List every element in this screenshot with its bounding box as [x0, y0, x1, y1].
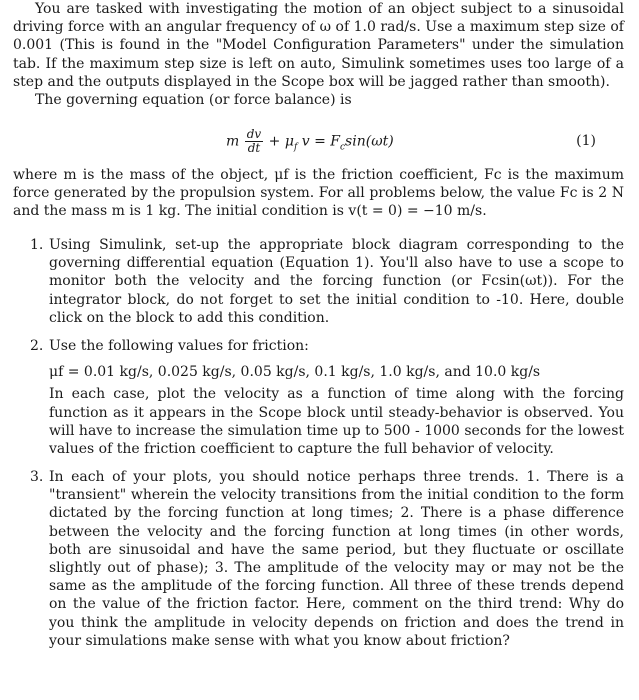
item-number: 2. — [30, 338, 44, 354]
item-text: Using Simulink, set-up the appropriate block diagram corresponding to the governing differential equation (Equation 1). You'll also have to use a scope to monitor both the velocity and the forcing function (or Fcsin(ωt)). For the integrator block, do not forget to set the initial condition to -10. Here, double click on the block to add this condition. — [49, 237, 624, 326]
where-paragraph: where m is the mass of the object, μf is the friction coefficient, Fc is the maximum force generated by the propulsion system. For all problems below, the value Fc is 2 N and the mass m is 1 kg. The initial condition is v(t = 0) = −10 m/s. — [13, 167, 624, 220]
derivative-denominator: dt — [247, 141, 261, 155]
governing-equation — [0, 122, 639, 156]
item-text: In each of your plots, you should notice perhaps three trends. 1. There is a "transient" wherein the velocity transitions from the initial condition to the form dictated by the forcing function at long times; 2. There is a phase difference between the velocity and the forcing function at long times (in other words, both are sinusoidal and have the same period, but they fluctuate or oscillate slightly out of phase); 3. The amplitude of the velocity may or may not be the same as the amplitude of the forcing function. All three of these trends depend on the value of the friction factor. Here, comment on the third trend: Why do you think the amplitude in velocity depends on friction and does the trend in your simulations make sense with what you know about friction? — [49, 469, 624, 649]
list-item — [30, 468, 624, 650]
intro-paragraph: You are tasked with investigating the motion of an object subject to a sinusoidal driving force with an angular frequency of ω of 1.0 rad/s. Use a maximum step size of 0.001 (This is found in the "Model Configuration Parameters" under the simulation tab. If the maximum step size is left on auto, Simulink sometimes uses too large of a step and the outputs displayed in the Scope box will be jagged rather than smooth). — [13, 1, 624, 90]
force-subscript: c — [340, 142, 346, 153]
item-text: Use the following values for friction: — [49, 338, 309, 354]
equation-expression — [226, 128, 394, 157]
friction-subscript: f — [293, 142, 298, 153]
derivative-numerator: dv — [246, 127, 262, 141]
item-number: 3. — [30, 469, 44, 485]
list-item — [30, 337, 624, 458]
equation-derivative — [245, 128, 263, 155]
equation-term-force: v = F — [301, 133, 340, 150]
item-number: 1. — [30, 237, 44, 253]
equation-mass-symbol: m — [226, 133, 240, 150]
governing-equation-intro: The governing equation (or force balance) is — [35, 92, 352, 108]
equation-term-friction: + μ — [268, 133, 294, 150]
item-followup-text: In each case, plot the velocity as a function of time along with the forcing function as it appears in the Scope block until steady-behavior is observed. You will have to increase the simulation time up to 500 - 1000 seconds for the lowest values of the friction coefficient to capture the full behavior of velocity. — [49, 386, 624, 458]
list-item — [30, 236, 624, 327]
equation-number: (1) — [576, 133, 596, 149]
friction-values-line: μf = 0.01 kg/s, 0.025 kg/s, 0.05 kg/s, 0.1 kg/s, 1.0 kg/s, and 10.0 kg/s — [49, 364, 541, 381]
equation-term-sine: sin(ωt) — [345, 133, 394, 150]
